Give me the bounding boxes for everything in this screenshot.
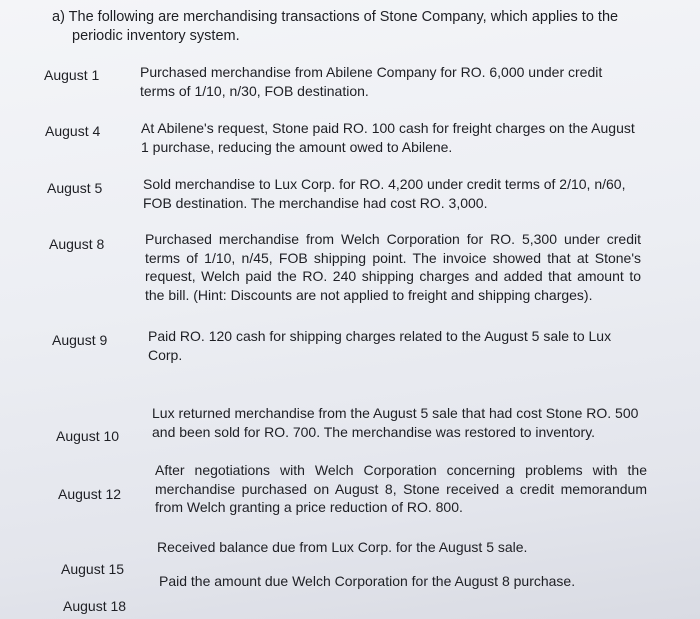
transaction-date: August 1 [44, 67, 100, 83]
transaction-description: Sold merchandise to Lux Corp. for RO. 4,200 under credit terms of 2/10, n/60, FOB destination. The merchandise had cost RO. 3,000. [143, 176, 626, 211]
question-heading [52, 8, 652, 46]
transaction-date: August 9 [52, 332, 108, 348]
transaction-description: Received balance due from Lux Corp. for the August 5 sale. [157, 539, 528, 555]
transaction-date: August 10 [56, 428, 120, 444]
transaction-date: August 15 [61, 561, 125, 577]
transaction-date: August 4 [45, 123, 101, 139]
transaction-description: After negotiations with Welch Corporation concerning problems with the merchandise purchased on August 8, Stone received a credit memorandum from Welch granting a price reduction of RO. 800. [155, 462, 647, 515]
transaction-description: Purchased merchandise from Welch Corporation for RO. 5,300 under credit terms of 1/10, n/45, FOB shipping point. The invoice showed that at Stone's request, Welch paid the RO. 240 shipping charges and added that amount to the bill. (Hint: Discounts are not applied to freight and shipping charges). [145, 231, 641, 303]
transaction-date: August 18 [63, 598, 127, 614]
transaction-date: August 8 [49, 236, 105, 252]
heading-line-1: a) The following are merchandising transactions of Stone Company, which applies to the [52, 9, 619, 25]
transaction-description: Purchased merchandise from Abilene Company for RO. 6,000 under credit terms of 1/10, n/30, FOB destination. [140, 64, 603, 99]
transaction-date: August 12 [58, 486, 122, 502]
transaction-description: At Abilene's request, Stone paid RO. 100 cash for freight charges on the August 1 purchase, reducing the amount owed to Abilene. [141, 120, 635, 155]
transaction-description: Paid RO. 120 cash for shipping charges related to the August 5 sale to Lux Corp. [148, 328, 612, 363]
transaction-description: Paid the amount due Welch Corporation for the August 8 purchase. [159, 573, 576, 589]
transaction-description: Lux returned merchandise from the August 5 sale that had cost Stone RO. 500 and been sold for RO. 700. The merchandise was restored to inventory. [152, 405, 639, 440]
transaction-date: August 5 [47, 180, 103, 196]
heading-line-2: periodic inventory system. [72, 28, 240, 44]
